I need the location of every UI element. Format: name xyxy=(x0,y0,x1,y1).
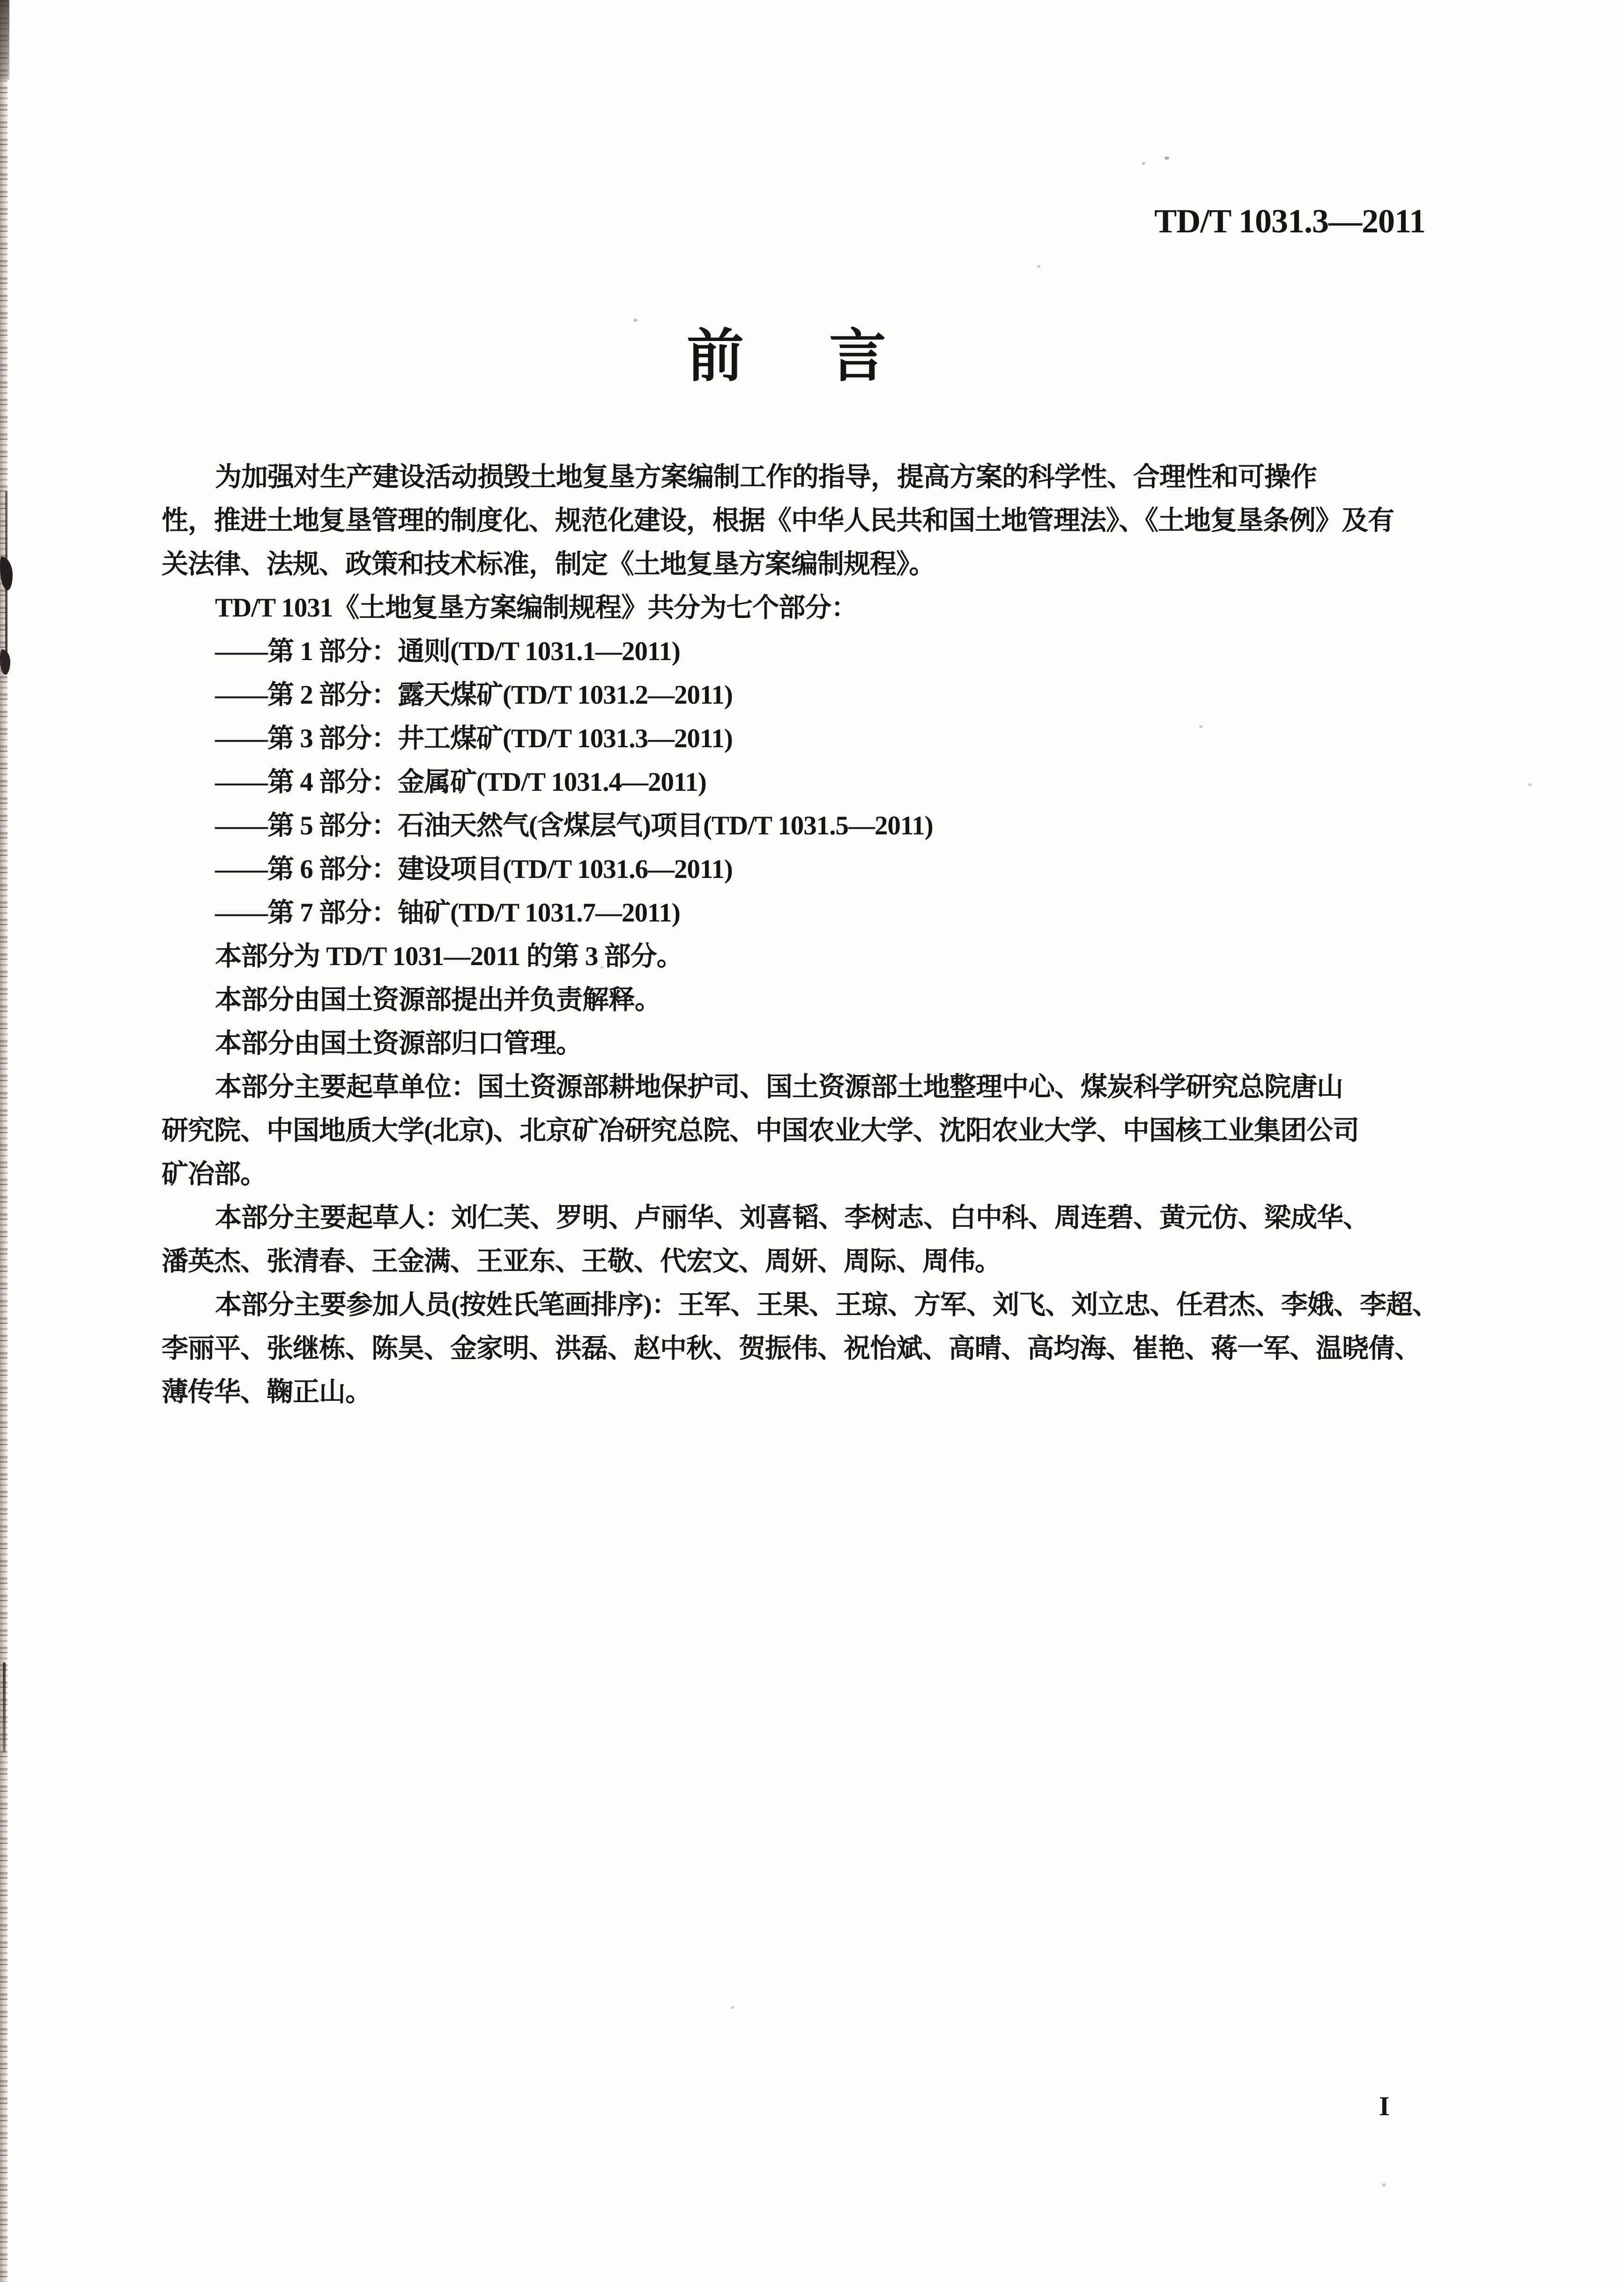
foreword-line: ——第 1 部分：通则(TD/T 1031.1—2011) xyxy=(215,637,680,666)
standard-code-header: TD/T 1031.3—2011 xyxy=(1154,202,1425,240)
foreword-line: ——第 3 部分：井工煤矿(TD/T 1031.3—2011) xyxy=(215,724,733,753)
foreword-line: 潘英杰、张清春、王金满、王亚东、王敬、代宏文、周妍、周际、周伟。 xyxy=(162,1247,1001,1276)
scan-speck xyxy=(1382,2183,1386,2186)
scan-speck xyxy=(1164,156,1169,160)
foreword-line: ——第 5 部分：石油天然气(含煤层气)项目(TD/T 1031.5—2011) xyxy=(215,811,933,840)
foreword-line: 本部分由国土资源部归口管理。 xyxy=(215,1029,582,1058)
foreword-line: TD/T 1031《土地复垦方案编制规程》共分为七个部分： xyxy=(215,593,858,623)
page-number: I xyxy=(1379,2091,1390,2121)
foreword-line: ——第 2 部分：露天煤矿(TD/T 1031.2—2011) xyxy=(215,680,733,710)
foreword-line: ——第 6 部分：建设项目(TD/T 1031.6—2011) xyxy=(215,855,733,884)
foreword-line: 关法律、法规、政策和技术标准，制定《土地复垦方案编制规程》。 xyxy=(162,550,935,579)
foreword-line: 本部分主要起草人：刘仁芙、罗明、卢丽华、刘喜韬、李树志、白中科、周连碧、黄元仿、梁成华、 xyxy=(215,1203,1369,1233)
foreword-line: 薄传华、鞠正山。 xyxy=(162,1377,371,1407)
foreword-line: 本部分主要参加人员(按姓氏笔画排序)：王军、王果、王琼、方军、刘飞、刘立忠、任君杰、李娥、李超、 xyxy=(215,1290,1439,1320)
foreword-line: 本部分主要起草单位：国土资源部耕地保护司、国土资源部土地整理中心、煤炭科学研究总院唐山 xyxy=(215,1072,1343,1102)
scan-edge-smudge-top xyxy=(0,0,9,80)
foreword-line: ——第 4 部分：金属矿(TD/T 1031.4—2011) xyxy=(215,767,706,797)
scan-speck xyxy=(1528,783,1532,786)
foreword-line: 本部分为 TD/T 1031—2011 的第 3 部分。 xyxy=(215,942,683,971)
foreword-body xyxy=(162,455,1439,1414)
foreword-title: 前 言 xyxy=(687,324,900,388)
scan-binding-edge xyxy=(0,0,7,2282)
foreword-line: 性，推进土地复垦管理的制度化、规范化建设，根据《中华人民共和国土地管理法》、《土地复垦条例》及有 xyxy=(162,506,1394,535)
foreword-line: 李丽平、张继栋、陈昊、金家明、洪磊、赵中秋、贺振伟、祝怡斌、高晴、高均海、崔艳、蒋一军、温晓倩、 xyxy=(162,1334,1421,1363)
scan-speck xyxy=(731,2006,734,2009)
foreword-line: 矿冶部。 xyxy=(162,1160,267,1189)
foreword-line: ——第 7 部分：铀矿(TD/T 1031.7—2011) xyxy=(215,898,680,928)
foreword-line: 研究院、中国地质大学(北京)、北京矿冶研究总院、中国农业大学、沈阳农业大学、中国核工业集团公司 xyxy=(162,1116,1359,1145)
scan-speck xyxy=(1142,162,1145,165)
foreword-line: 本部分由国土资源部提出并负责解释。 xyxy=(215,985,661,1015)
scan-edge-line xyxy=(3,1662,6,1752)
scan-speck xyxy=(1037,265,1040,268)
foreword-line: 为加强对生产建设活动损毁土地复垦方案编制工作的指导，提高方案的科学性、合理性和可操作 xyxy=(215,462,1317,492)
scan-edge-blot xyxy=(0,649,10,675)
